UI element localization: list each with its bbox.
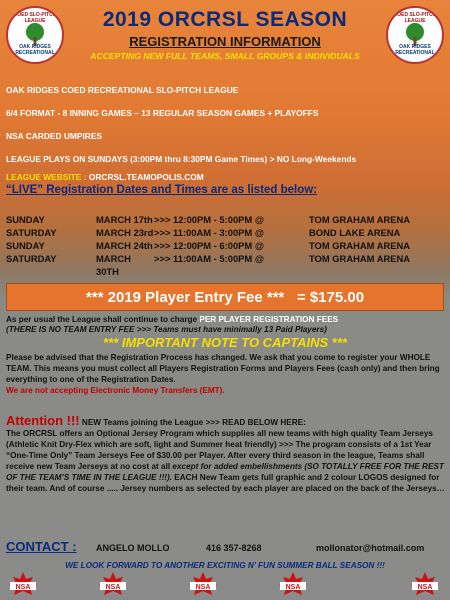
logo-ring-text: COED SLO-PITCH LEAGUE (393, 12, 437, 24)
nsa-badge-icon (6, 571, 40, 597)
nsa-badge-icon (276, 571, 310, 597)
website-label: LEAGUE WEBSITE : (6, 172, 87, 182)
schedule-day: SATURDAY (6, 253, 57, 264)
schedule-time: >>> 11:00AM - 5:00PM @ (154, 253, 264, 264)
important-note-heading: *** IMPORTANT NOTE TO CAPTAINS *** (103, 335, 347, 350)
umpires-line: NSA CARDED UMPIRES (6, 131, 103, 141)
schedule-venue: TOM GRAHAM ARENA (309, 214, 411, 225)
fee-policy-line2: (THERE IS NO TEAM ENTRY FEE >>> Teams must have minimally 13 Paid Players) (6, 325, 327, 334)
schedule-date: MARCH 30TH (96, 253, 131, 277)
important-note-body (6, 352, 446, 396)
logo-band (388, 44, 442, 56)
logo-band-line1: OAK RIDGES (19, 44, 51, 50)
attention-lead-line (6, 415, 446, 428)
schedule-date: MARCH 17th (96, 214, 153, 225)
league-logo-left (6, 6, 64, 64)
nsa-badge-text: NSA (417, 584, 433, 591)
header (70, 8, 380, 61)
contact-label: CONTACT : (6, 539, 77, 554)
fee-policy-line1 (6, 315, 338, 325)
sundays-line: LEAGUE PLAYS ON SUNDAYS (3:00PM thru 8:30PM Game Times) > NO Long-Weekends (6, 154, 357, 164)
jersey-program-text (6, 428, 446, 494)
fee-policy (6, 315, 338, 335)
league-name-line: OAK RIDGES COED RECREATIONAL SLO-PITCH LEAGUE (6, 85, 239, 95)
schedule-day: SUNDAY (6, 240, 45, 251)
schedule-day: SUNDAY (6, 214, 45, 225)
schedule-row (6, 226, 449, 239)
footer-message: WE LOOK FORWARD TO ANOTHER EXCITING N’ FUN SUMMER BALL SEASON !!! (65, 561, 385, 570)
note-text: Please be advised that the Registration Process has changed. We ask that you come to register your WHOLE TEAM. This means you must collect all Players Registration Forms and Players Fees (cash only) and then bring everything to one of the Registration Dates. (6, 353, 440, 384)
nsa-badge-text: NSA (105, 584, 121, 591)
logo-band-line1: OAK RIDGES (399, 44, 431, 50)
contact-email[interactable]: mollonator@hotmail.com (316, 543, 425, 553)
logo-band-line2: RECREATIONAL (15, 50, 55, 56)
schedule-venue: TOM GRAHAM ARENA (309, 240, 411, 251)
nsa-badge-icon (186, 571, 220, 597)
emt-notice: We are not accepting Electronic Money Transfers (EMT). (6, 386, 225, 395)
attention-word: Attention !!! (6, 413, 80, 428)
website-line (6, 172, 204, 182)
attention-section (6, 415, 446, 494)
schedule-venue: TOM GRAHAM ARENA (309, 253, 411, 264)
logo-band-line2: RECREATIONAL (395, 50, 435, 56)
schedule-row (6, 213, 449, 226)
schedule-time: >>> 12:00PM - 6:00PM @ (154, 240, 264, 251)
jersey-text-b: except for added embellishments (SO TOTALLY FREE FOR THE REST OF THE TEAM’S TIME IN THE LEAGUE !!!). (6, 462, 444, 482)
live-registration-heading: “LIVE” Registration Dates and Times are as listed below: (6, 184, 318, 196)
schedule-day: SATURDAY (6, 227, 57, 238)
nsa-badge-text: NSA (285, 584, 301, 591)
schedule-time: >>> 11:00AM - 3:00PM @ (154, 227, 264, 238)
contact-phone[interactable]: 416 357-8268 (206, 543, 262, 553)
schedule-row (6, 252, 449, 277)
jersey-text-c: EACH New Team gets full graphic and 2 colour LOGOS designed for their team. And of course ..... Jersey numbers as selected by each player are placed on the back of the Jerseys… (6, 473, 445, 493)
registration-schedule (6, 213, 449, 277)
accepting-line: ACCEPTING NEW FULL TEAMS, SMALL GROUPS & INDIVIDUALS (90, 51, 360, 61)
fee-policy-text: As per usual the League shall continue to charge (6, 315, 200, 324)
attention-lead: NEW Teams joining the League >>> READ BELOW HERE: (79, 418, 306, 427)
page-subtitle: REGISTRATION INFORMATION (129, 34, 321, 49)
schedule-venue: BOND LAKE ARENA (309, 227, 401, 238)
league-logo-right (386, 6, 444, 64)
nsa-badge-text: NSA (15, 584, 31, 591)
fee-policy-highlight: PER PLAYER REGISTRATION FEES (199, 315, 339, 324)
schedule-row (6, 239, 449, 252)
schedule-time: >>> 12:00PM - 5:00PM @ (154, 214, 264, 225)
logo-band (8, 44, 62, 56)
nsa-badge-text: NSA (195, 584, 211, 591)
contact-line (6, 539, 446, 554)
schedule-date: MARCH 24th (96, 240, 153, 251)
jersey-text-a: The ORCRSL offers an Optional Jersey Program which supplies all new teams with high quality Team Jerseys (Athletic Knit Dry-Flex which are soft, light and Summer heat friendly) >>> The program consists of a 1st Year “One-Time Only” Team Jerseys Fee of $30.00 per Player. After every third season in the league, Teams shall receive new Team Jerseys at no cost at all (6, 429, 433, 471)
logo-ring-text: COED SLO-PITCH LEAGUE (13, 12, 57, 24)
page-title: 2019 ORCRSL SEASON (102, 8, 348, 31)
player-entry-fee-banner: *** 2019 Player Entry Fee *** = $175.00 (6, 283, 444, 311)
nsa-badge-icon (96, 571, 130, 597)
nsa-badge-icon (408, 571, 442, 597)
website-link[interactable]: ORCRSL.TEAMOPOLIS.COM (86, 172, 204, 182)
schedule-date: MARCH 23rd (96, 227, 154, 238)
contact-name: ANGELO MOLLO (96, 543, 170, 553)
format-line: 6/4 FORMAT - 8 INNING GAMES – 13 REGULAR SEASON GAMES + PLAYOFFS (6, 108, 319, 118)
